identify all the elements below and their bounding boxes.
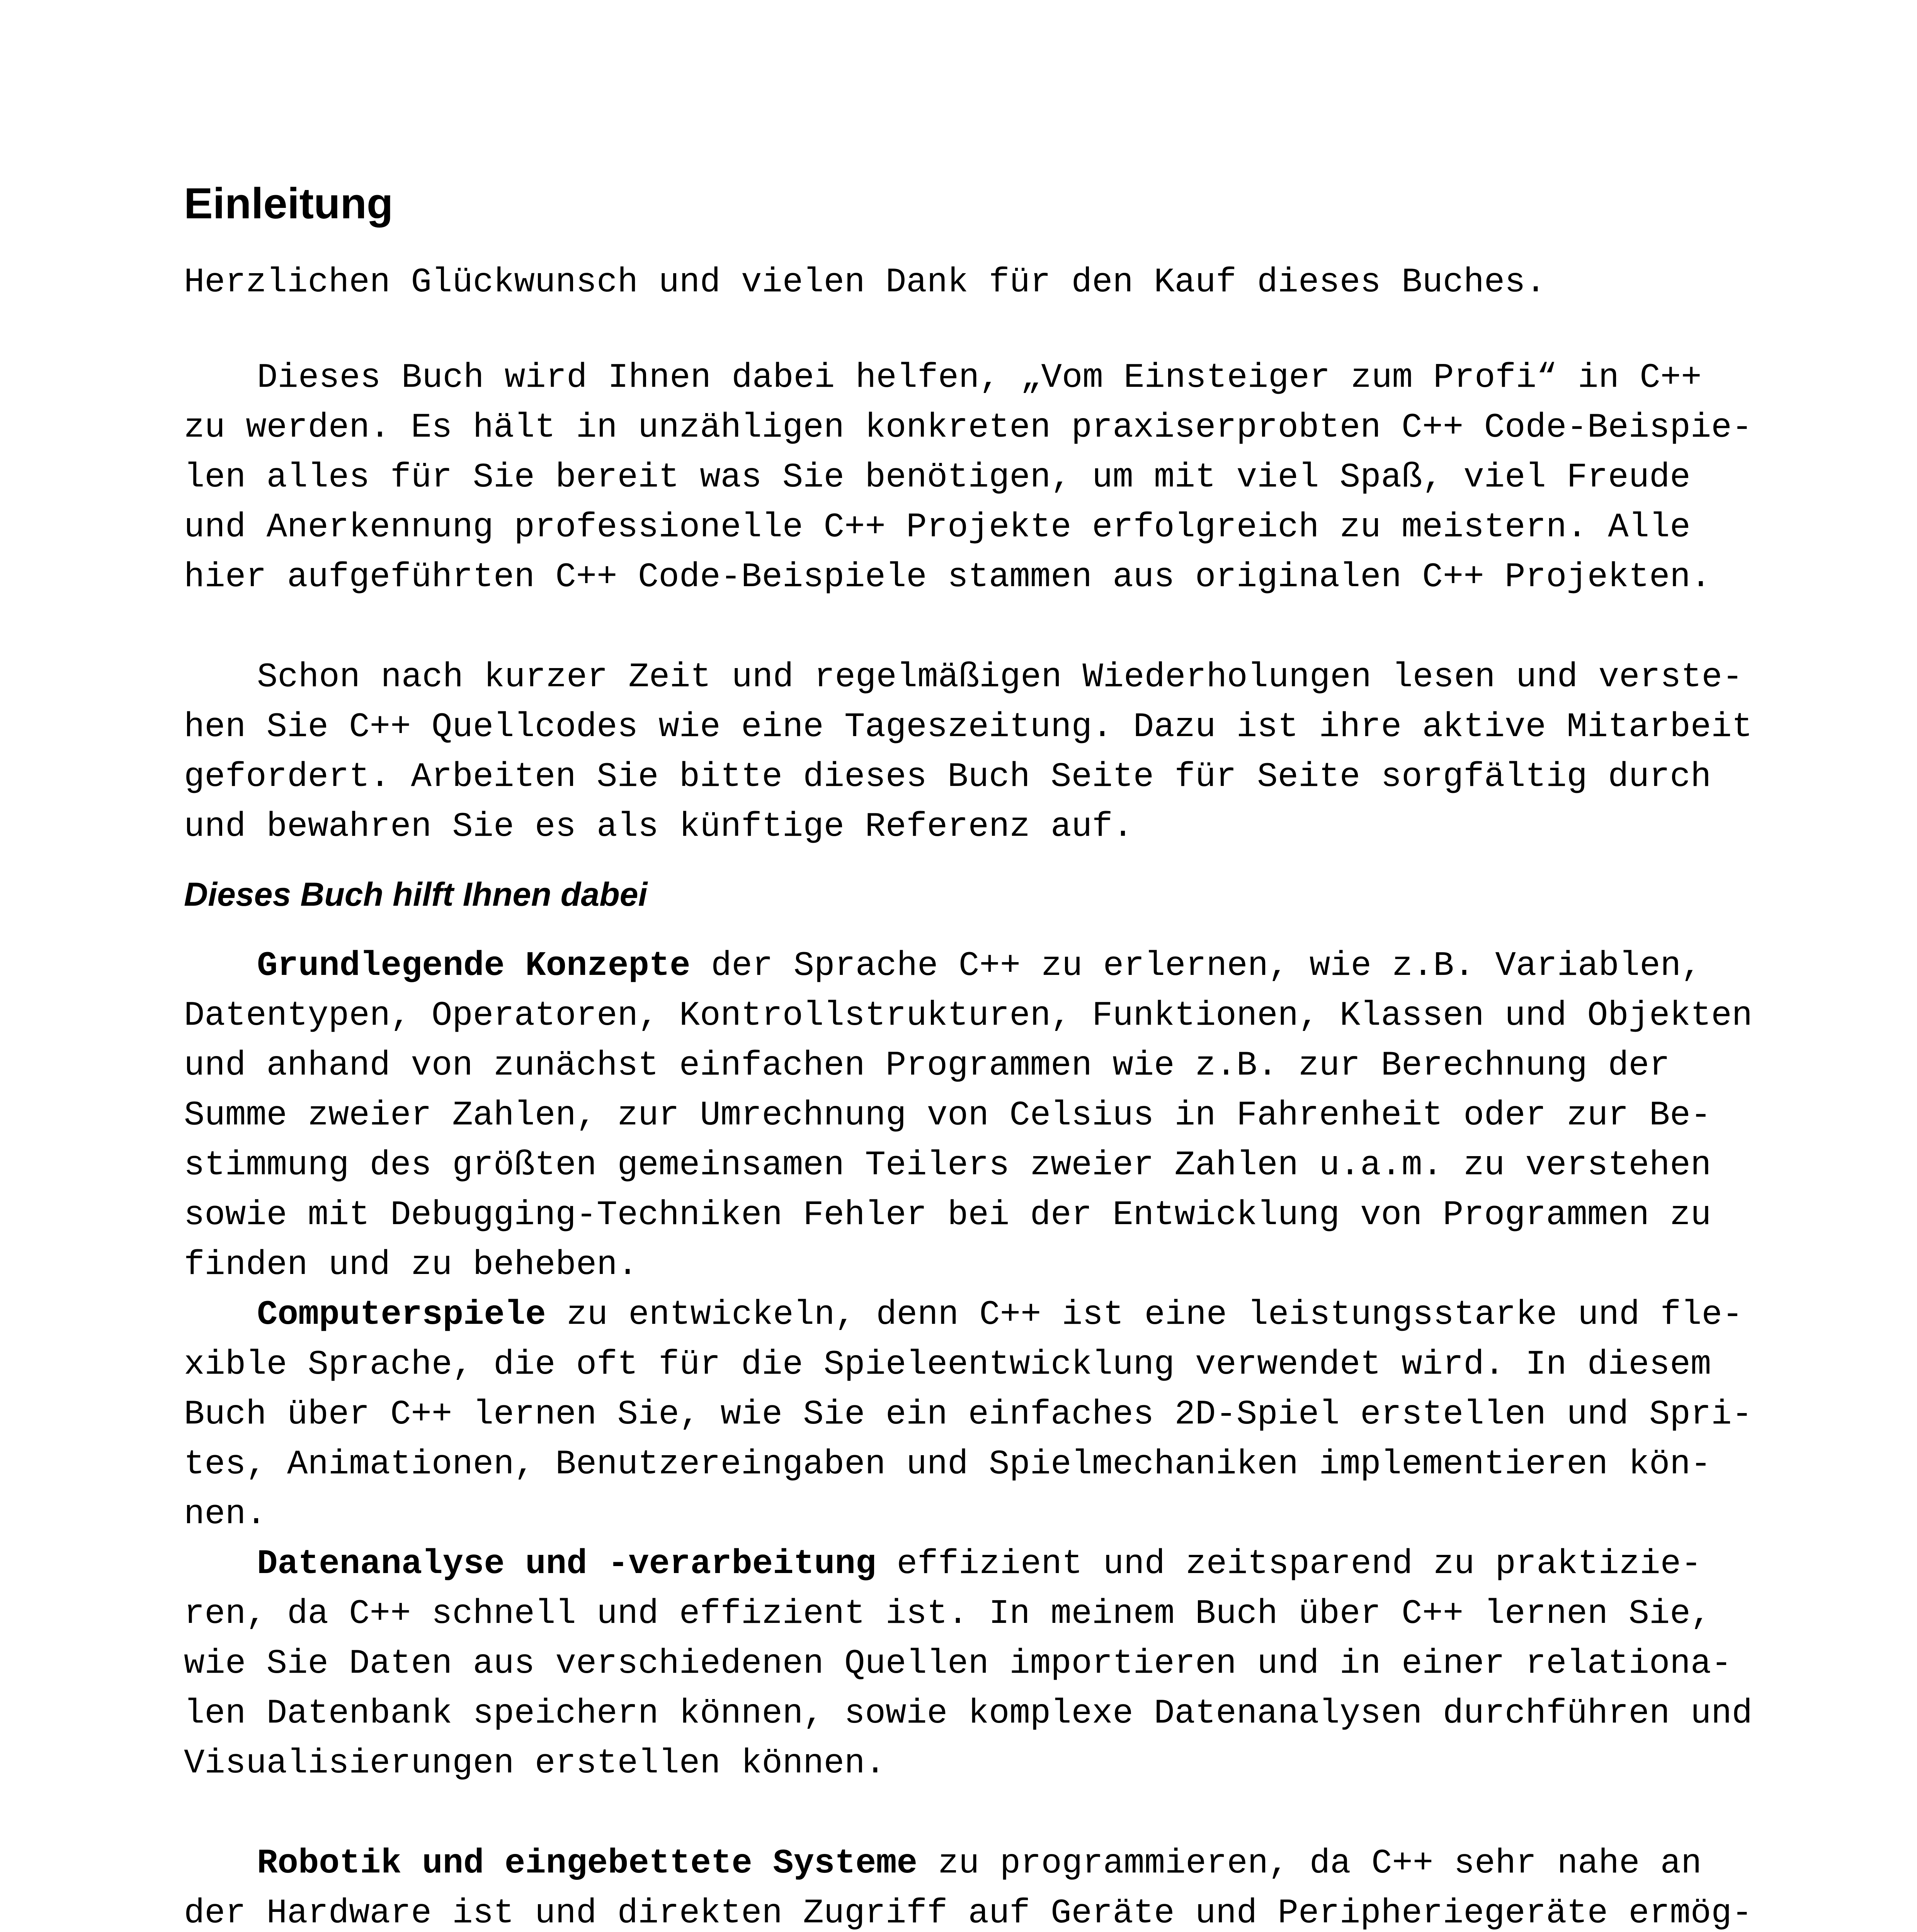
text-line: der Hardware ist und direkten Zugriff auf Geräte und Peripheriegeräte ermög- (184, 1894, 1753, 1932)
text-line: gefordert. Arbeiten Sie bitte dieses Buch Seite für Seite sorgfältig durch (184, 757, 1711, 796)
text-line: und bewahren Sie es als künftige Referenz auf. (184, 807, 1133, 846)
text-line: Buch über C++ lernen Sie, wie Sie ein einfaches 2D-Spiel erstellen und Spri- (184, 1395, 1753, 1434)
benefit-title: Datenanalyse und -verarbeitung (257, 1544, 876, 1583)
benefit-robotik (184, 1838, 1752, 1932)
text-line: nen. (184, 1495, 267, 1534)
text-line: Datentypen, Operatoren, Kontrollstrukturen, Funktionen, Klassen und Objekten (184, 996, 1753, 1035)
text-line: Summe zweier Zahlen, zur Umrechnung von Celsius in Fahrenheit oder zur Be- (184, 1096, 1711, 1135)
text-line: xible Sprache, die oft für die Spieleentwicklung verwendet wird. In diesem (184, 1345, 1711, 1384)
benefit-title: Grundlegende Konzepte (257, 946, 691, 985)
intro-paragraph (184, 257, 1546, 307)
benefit-text: effizient und zeitsparend zu praktizie- (876, 1544, 1702, 1583)
benefit-text: der Sprache C++ zu erlernen, wie z.B. Variablen, (690, 946, 1702, 985)
text-line: Dieses Buch wird Ihnen dabei helfen, „Vom Einsteiger zum Profi“ in C++ (257, 358, 1702, 397)
text-line: stimmung des größten gemeinsamen Teilers zweier Zahlen u.a.m. zu verstehen (184, 1146, 1711, 1185)
text-line: hen Sie C++ Quellcodes wie eine Tageszeitung. Dazu ist ihre aktive Mitarbeit (184, 707, 1753, 747)
paragraph-2 (184, 652, 1752, 852)
text-line: und Anerkennung professionelle C++ Projekte erfolgreich zu meistern. Alle (184, 508, 1691, 547)
text-line (184, 1539, 1752, 1589)
text-line (184, 1838, 1752, 1888)
page-heading: Einleitung (184, 179, 393, 228)
text-line: tes, Animationen, Benutzereingaben und Spielmechaniken implementieren kön- (184, 1445, 1711, 1484)
text-line: Schon nach kurzer Zeit und regelmäßigen Wiederholungen lesen und verste- (257, 658, 1743, 697)
benefit-datenanalyse (184, 1539, 1752, 1788)
text-line (184, 1290, 1752, 1340)
benefit-computerspiele (184, 1290, 1752, 1539)
paragraph-1 (184, 353, 1752, 602)
text-line: und anhand von zunächst einfachen Programmen wie z.B. zur Berechnung der (184, 1046, 1670, 1085)
text-line: sowie mit Debugging-Techniken Fehler bei der Entwicklung von Programmen zu (184, 1196, 1711, 1235)
section-subheading: Dieses Buch hilft Ihnen dabei (184, 876, 648, 913)
text-line: zu werden. Es hält in unzähligen konkreten praxiserprobten C++ Code-Beispie- (184, 408, 1753, 447)
benefit-grundlegende-konzepte (184, 941, 1752, 1290)
text-line: wie Sie Daten aus verschiedenen Quellen importieren und in einer relationa- (184, 1644, 1732, 1683)
text-line: finden und zu beheben. (184, 1245, 638, 1284)
text-line (184, 941, 1752, 991)
text-line: len alles für Sie bereit was Sie benötigen, um mit viel Spaß, viel Freude (184, 458, 1691, 497)
text-line: hier aufgeführten C++ Code-Beispiele stammen aus originalen C++ Projekten. (184, 558, 1711, 597)
benefit-text: zu programmieren, da C++ sehr nahe an (917, 1844, 1702, 1883)
benefit-title: Computerspiele (257, 1295, 546, 1334)
text-line: ren, da C++ schnell und effizient ist. In meinem Buch über C++ lernen Sie, (184, 1594, 1711, 1633)
benefit-title: Robotik und eingebettete Systeme (257, 1844, 918, 1883)
text-line: Herzlichen Glückwunsch und vielen Dank für den Kauf dieses Buches. (184, 263, 1546, 302)
text-line: len Datenbank speichern können, sowie komplexe Datenanalysen durchführen und (184, 1694, 1753, 1733)
benefit-text: zu entwickeln, denn C++ ist eine leistungsstarke und fle- (546, 1295, 1743, 1334)
text-line: Visualisierungen erstellen können. (184, 1744, 886, 1783)
